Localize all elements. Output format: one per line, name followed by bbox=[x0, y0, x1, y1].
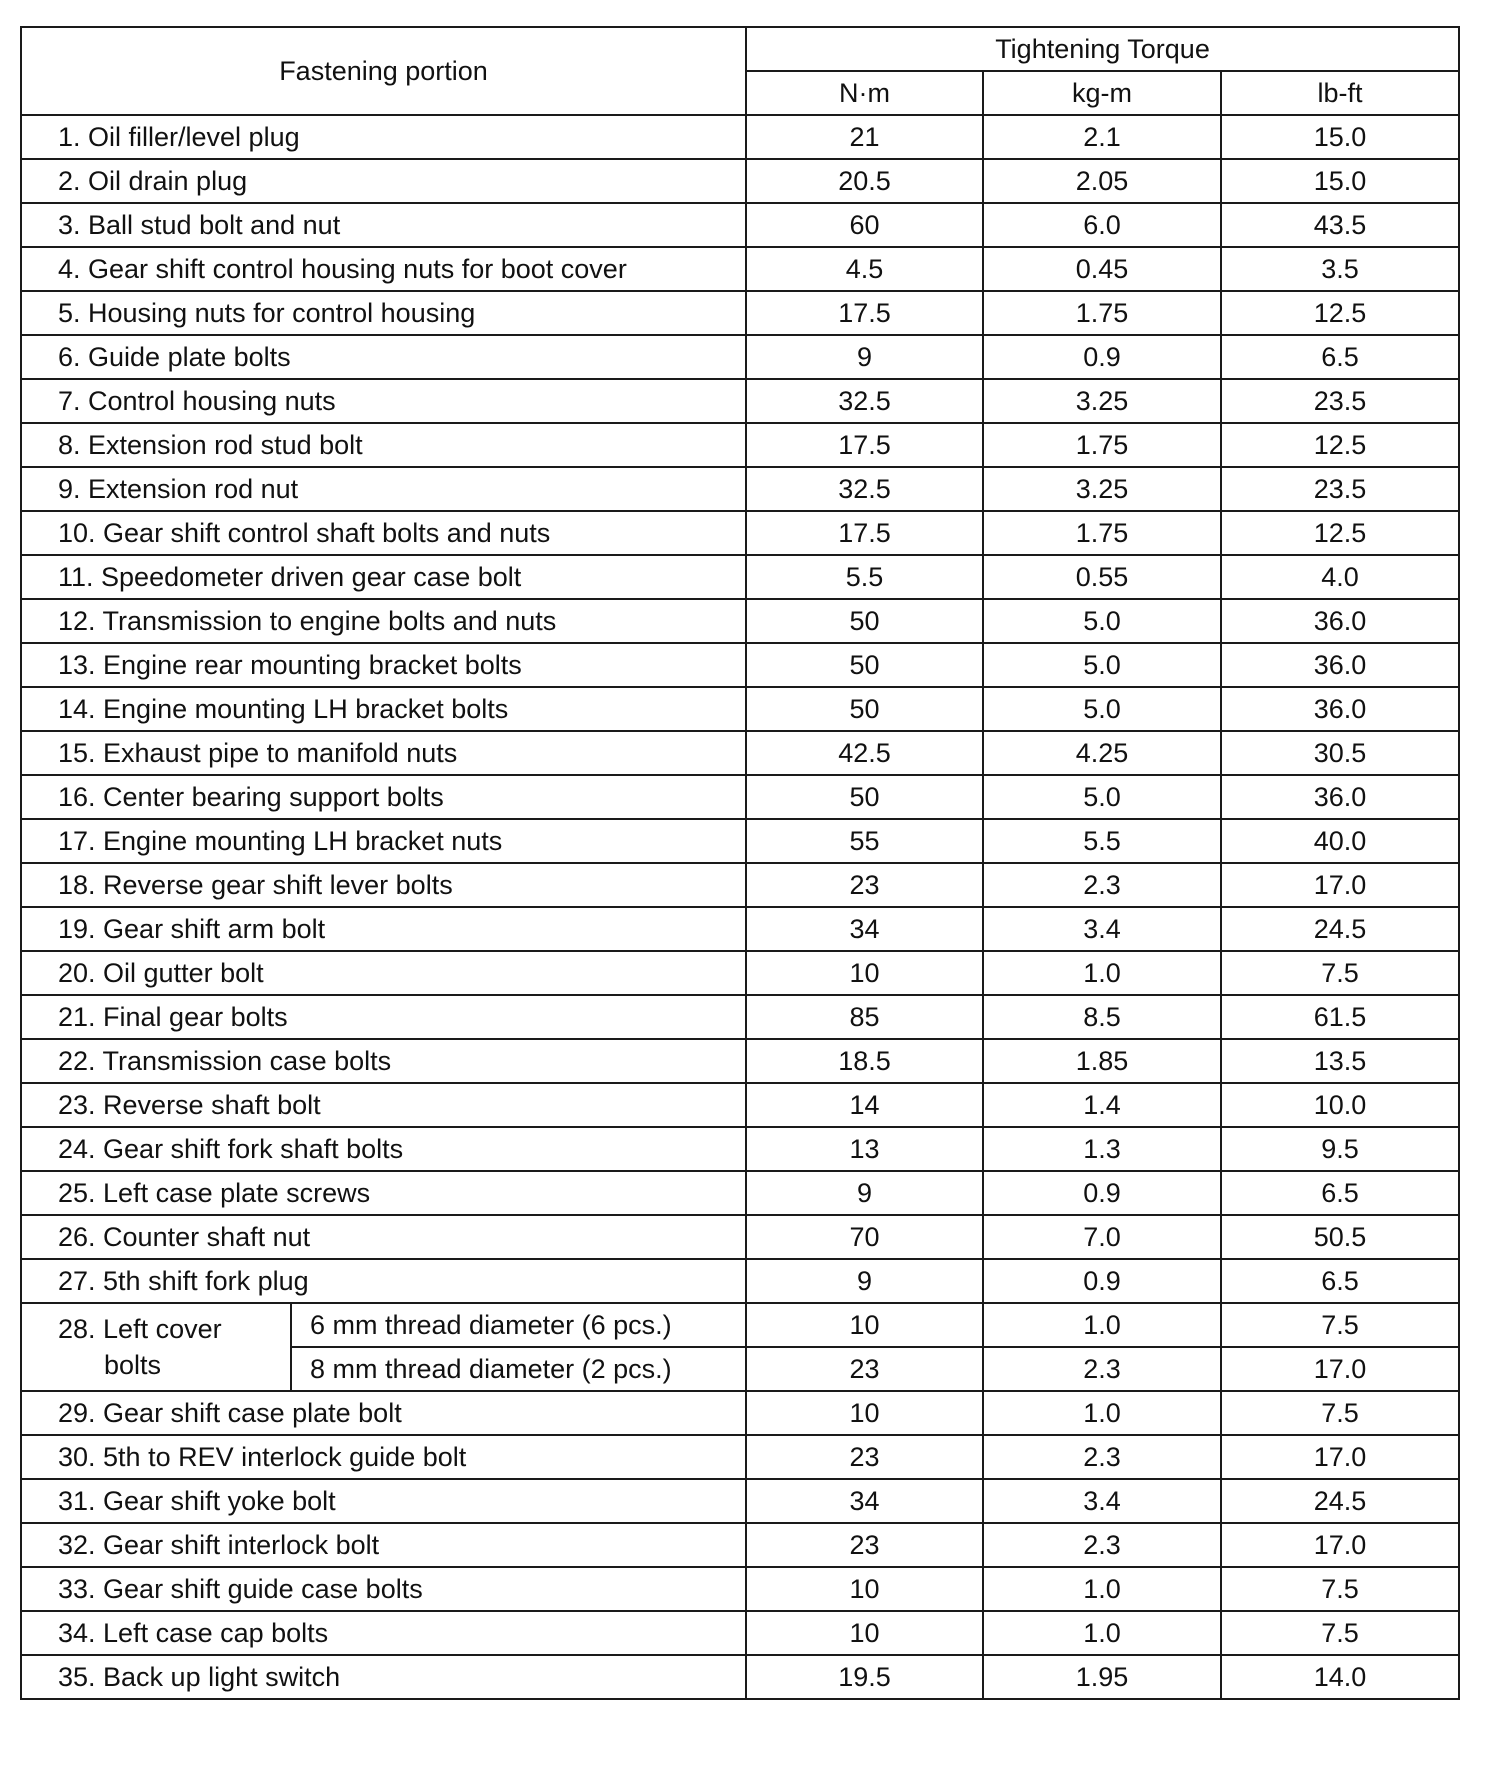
torque-nm-cell: 19.5 bbox=[746, 1655, 983, 1699]
table-row bbox=[21, 555, 1459, 599]
left-cover-bolts-group-cell bbox=[21, 1303, 291, 1391]
fastening-portion-cell: 19. Gear shift arm bolt bbox=[21, 907, 746, 951]
fastening-portion-cell: 6. Guide plate bolts bbox=[21, 335, 746, 379]
torque-lbft-cell: 4.0 bbox=[1221, 555, 1459, 599]
torque-kgm-cell: 1.0 bbox=[983, 1567, 1221, 1611]
torque-lbft-cell: 6.5 bbox=[1221, 1259, 1459, 1303]
torque-nm-cell: 9 bbox=[746, 1171, 983, 1215]
table-body bbox=[21, 115, 1459, 1699]
torque-lbft-cell: 36.0 bbox=[1221, 599, 1459, 643]
torque-nm-cell: 50 bbox=[746, 599, 983, 643]
torque-nm-cell: 18.5 bbox=[746, 1039, 983, 1083]
fastening-portion-cell: 26. Counter shaft nut bbox=[21, 1215, 746, 1259]
torque-kgm-cell: 3.25 bbox=[983, 379, 1221, 423]
torque-lbft-cell: 24.5 bbox=[1221, 1479, 1459, 1523]
torque-lbft-cell: 10.0 bbox=[1221, 1083, 1459, 1127]
torque-kgm-cell: 5.0 bbox=[983, 599, 1221, 643]
fastening-portion-cell: 13. Engine rear mounting bracket bolts bbox=[21, 643, 746, 687]
torque-nm-cell: 17.5 bbox=[746, 423, 983, 467]
torque-kgm-cell: 1.0 bbox=[983, 1611, 1221, 1655]
thread-diameter-cell: 6 mm thread diameter (6 pcs.) bbox=[291, 1303, 746, 1347]
table-row bbox=[21, 1171, 1459, 1215]
torque-nm-cell: 13 bbox=[746, 1127, 983, 1171]
torque-kgm-cell: 7.0 bbox=[983, 1215, 1221, 1259]
fastening-portion-header: Fastening portion bbox=[21, 27, 746, 115]
torque-nm-cell: 50 bbox=[746, 643, 983, 687]
table-row bbox=[21, 1127, 1459, 1171]
unit-kgm-header: kg-m bbox=[983, 71, 1221, 115]
torque-kgm-cell: 0.9 bbox=[983, 1259, 1221, 1303]
torque-lbft-cell: 24.5 bbox=[1221, 907, 1459, 951]
table-row bbox=[21, 1303, 1459, 1347]
torque-kgm-cell: 5.0 bbox=[983, 775, 1221, 819]
torque-kgm-cell: 1.4 bbox=[983, 1083, 1221, 1127]
torque-lbft-cell: 36.0 bbox=[1221, 643, 1459, 687]
torque-kgm-cell: 1.75 bbox=[983, 423, 1221, 467]
torque-kgm-cell: 6.0 bbox=[983, 203, 1221, 247]
table-row bbox=[21, 1083, 1459, 1127]
table-row bbox=[21, 1215, 1459, 1259]
torque-lbft-cell: 50.5 bbox=[1221, 1215, 1459, 1259]
fastening-portion-cell: 17. Engine mounting LH bracket nuts bbox=[21, 819, 746, 863]
torque-lbft-cell: 13.5 bbox=[1221, 1039, 1459, 1083]
torque-kgm-cell: 5.0 bbox=[983, 643, 1221, 687]
torque-nm-cell: 10 bbox=[746, 1567, 983, 1611]
torque-lbft-cell: 40.0 bbox=[1221, 819, 1459, 863]
tightening-torque-header: Tightening Torque bbox=[746, 27, 1459, 71]
torque-kgm-cell: 5.5 bbox=[983, 819, 1221, 863]
torque-nm-cell: 34 bbox=[746, 907, 983, 951]
torque-kgm-cell: 4.25 bbox=[983, 731, 1221, 775]
torque-kgm-cell: 0.55 bbox=[983, 555, 1221, 599]
table-row bbox=[21, 511, 1459, 555]
torque-nm-cell: 10 bbox=[746, 1391, 983, 1435]
table-row bbox=[21, 775, 1459, 819]
torque-kgm-cell: 3.4 bbox=[983, 1479, 1221, 1523]
torque-kgm-cell: 8.5 bbox=[983, 995, 1221, 1039]
table-row bbox=[21, 643, 1459, 687]
fastening-portion-cell: 1. Oil filler/level plug bbox=[21, 115, 746, 159]
torque-lbft-cell: 17.0 bbox=[1221, 863, 1459, 907]
torque-nm-cell: 9 bbox=[746, 335, 983, 379]
fastening-portion-cell: 10. Gear shift control shaft bolts and nuts bbox=[21, 511, 746, 555]
table-row bbox=[21, 819, 1459, 863]
torque-lbft-cell: 3.5 bbox=[1221, 247, 1459, 291]
unit-lbft-header: lb-ft bbox=[1221, 71, 1459, 115]
torque-lbft-cell: 6.5 bbox=[1221, 335, 1459, 379]
fastening-portion-cell: 27. 5th shift fork plug bbox=[21, 1259, 746, 1303]
fastening-portion-cell: 2. Oil drain plug bbox=[21, 159, 746, 203]
torque-kgm-cell: 2.3 bbox=[983, 1347, 1221, 1391]
header-row-top bbox=[21, 27, 1459, 71]
fastening-portion-cell: 11. Speedometer driven gear case bolt bbox=[21, 555, 746, 599]
torque-nm-cell: 32.5 bbox=[746, 379, 983, 423]
torque-nm-cell: 85 bbox=[746, 995, 983, 1039]
torque-lbft-cell: 36.0 bbox=[1221, 687, 1459, 731]
table-row bbox=[21, 1479, 1459, 1523]
torque-nm-cell: 50 bbox=[746, 687, 983, 731]
torque-lbft-cell: 9.5 bbox=[1221, 1127, 1459, 1171]
fastening-portion-cell: 35. Back up light switch bbox=[21, 1655, 746, 1699]
torque-kgm-cell: 0.9 bbox=[983, 335, 1221, 379]
fastening-portion-cell: 31. Gear shift yoke bolt bbox=[21, 1479, 746, 1523]
torque-kgm-cell: 5.0 bbox=[983, 687, 1221, 731]
table-row bbox=[21, 995, 1459, 1039]
table-row bbox=[21, 335, 1459, 379]
fastening-portion-cell: 15. Exhaust pipe to manifold nuts bbox=[21, 731, 746, 775]
fastening-portion-cell: 9. Extension rod nut bbox=[21, 467, 746, 511]
torque-nm-cell: 60 bbox=[746, 203, 983, 247]
fastening-portion-cell: 23. Reverse shaft bolt bbox=[21, 1083, 746, 1127]
fastening-portion-cell: 22. Transmission case bolts bbox=[21, 1039, 746, 1083]
thread-diameter-cell: 8 mm thread diameter (2 pcs.) bbox=[291, 1347, 746, 1391]
fastening-portion-cell: 29. Gear shift case plate bolt bbox=[21, 1391, 746, 1435]
torque-nm-cell: 5.5 bbox=[746, 555, 983, 599]
fastening-portion-cell: 4. Gear shift control housing nuts for boot cover bbox=[21, 247, 746, 291]
table-row bbox=[21, 159, 1459, 203]
torque-nm-cell: 4.5 bbox=[746, 247, 983, 291]
torque-kgm-cell: 1.3 bbox=[983, 1127, 1221, 1171]
table-row bbox=[21, 203, 1459, 247]
torque-nm-cell: 23 bbox=[746, 1347, 983, 1391]
torque-lbft-cell: 17.0 bbox=[1221, 1347, 1459, 1391]
torque-nm-cell: 50 bbox=[746, 775, 983, 819]
torque-lbft-cell: 23.5 bbox=[1221, 379, 1459, 423]
torque-lbft-cell: 7.5 bbox=[1221, 1611, 1459, 1655]
torque-nm-cell: 10 bbox=[746, 1611, 983, 1655]
fastening-portion-cell: 14. Engine mounting LH bracket bolts bbox=[21, 687, 746, 731]
fastening-portion-cell: 32. Gear shift interlock bolt bbox=[21, 1523, 746, 1567]
fastening-portion-cell: 5. Housing nuts for control housing bbox=[21, 291, 746, 335]
table-row bbox=[21, 1039, 1459, 1083]
torque-specification-table bbox=[20, 26, 1460, 1700]
left-cover-bolts-label-line1: 28. Left cover bbox=[58, 1314, 222, 1344]
torque-nm-cell: 14 bbox=[746, 1083, 983, 1127]
torque-kgm-cell: 3.4 bbox=[983, 907, 1221, 951]
torque-lbft-cell: 6.5 bbox=[1221, 1171, 1459, 1215]
table-row bbox=[21, 379, 1459, 423]
torque-nm-cell: 17.5 bbox=[746, 511, 983, 555]
table-row bbox=[21, 1655, 1459, 1699]
left-cover-bolts-label-line2: bolts bbox=[104, 1350, 162, 1380]
torque-lbft-cell: 17.0 bbox=[1221, 1435, 1459, 1479]
fastening-portion-cell: 3. Ball stud bolt and nut bbox=[21, 203, 746, 247]
torque-kgm-cell: 1.0 bbox=[983, 951, 1221, 995]
table-row bbox=[21, 687, 1459, 731]
table-row bbox=[21, 951, 1459, 995]
torque-lbft-cell: 17.0 bbox=[1221, 1523, 1459, 1567]
torque-nm-cell: 23 bbox=[746, 1523, 983, 1567]
fastening-portion-cell: 8. Extension rod stud bolt bbox=[21, 423, 746, 467]
torque-nm-cell: 32.5 bbox=[746, 467, 983, 511]
fastening-portion-cell: 21. Final gear bolts bbox=[21, 995, 746, 1039]
torque-lbft-cell: 7.5 bbox=[1221, 1391, 1459, 1435]
torque-kgm-cell: 2.05 bbox=[983, 159, 1221, 203]
torque-kgm-cell: 2.3 bbox=[983, 863, 1221, 907]
fastening-portion-cell: 25. Left case plate screws bbox=[21, 1171, 746, 1215]
torque-kgm-cell: 1.75 bbox=[983, 291, 1221, 335]
table-row bbox=[21, 731, 1459, 775]
table-row bbox=[21, 1523, 1459, 1567]
table-row bbox=[21, 291, 1459, 335]
torque-lbft-cell: 61.5 bbox=[1221, 995, 1459, 1039]
torque-nm-cell: 34 bbox=[746, 1479, 983, 1523]
torque-kgm-cell: 0.9 bbox=[983, 1171, 1221, 1215]
table-row bbox=[21, 467, 1459, 511]
table-header bbox=[21, 27, 1459, 115]
torque-kgm-cell: 2.1 bbox=[983, 115, 1221, 159]
torque-nm-cell: 20.5 bbox=[746, 159, 983, 203]
torque-nm-cell: 17.5 bbox=[746, 291, 983, 335]
torque-nm-cell: 9 bbox=[746, 1259, 983, 1303]
table-row bbox=[21, 907, 1459, 951]
table-row bbox=[21, 247, 1459, 291]
torque-lbft-cell: 43.5 bbox=[1221, 203, 1459, 247]
torque-lbft-cell: 7.5 bbox=[1221, 1567, 1459, 1611]
torque-kgm-cell: 1.85 bbox=[983, 1039, 1221, 1083]
fastening-portion-cell: 34. Left case cap bolts bbox=[21, 1611, 746, 1655]
fastening-portion-cell: 24. Gear shift fork shaft bolts bbox=[21, 1127, 746, 1171]
torque-lbft-cell: 12.5 bbox=[1221, 291, 1459, 335]
torque-kgm-cell: 2.3 bbox=[983, 1523, 1221, 1567]
fastening-portion-cell: 16. Center bearing support bolts bbox=[21, 775, 746, 819]
fastening-portion-cell: 20. Oil gutter bolt bbox=[21, 951, 746, 995]
table-row bbox=[21, 115, 1459, 159]
torque-kgm-cell: 0.45 bbox=[983, 247, 1221, 291]
table-row bbox=[21, 1391, 1459, 1435]
torque-nm-cell: 23 bbox=[746, 1435, 983, 1479]
torque-lbft-cell: 15.0 bbox=[1221, 115, 1459, 159]
torque-nm-cell: 21 bbox=[746, 115, 983, 159]
table-row bbox=[21, 1435, 1459, 1479]
torque-nm-cell: 55 bbox=[746, 819, 983, 863]
torque-kgm-cell: 1.95 bbox=[983, 1655, 1221, 1699]
torque-lbft-cell: 36.0 bbox=[1221, 775, 1459, 819]
torque-lbft-cell: 12.5 bbox=[1221, 511, 1459, 555]
torque-lbft-cell: 12.5 bbox=[1221, 423, 1459, 467]
torque-kgm-cell: 3.25 bbox=[983, 467, 1221, 511]
fastening-portion-cell: 12. Transmission to engine bolts and nuts bbox=[21, 599, 746, 643]
fastening-portion-cell: 30. 5th to REV interlock guide bolt bbox=[21, 1435, 746, 1479]
torque-kgm-cell: 1.0 bbox=[983, 1391, 1221, 1435]
table-row bbox=[21, 1567, 1459, 1611]
fastening-portion-cell: 33. Gear shift guide case bolts bbox=[21, 1567, 746, 1611]
torque-lbft-cell: 23.5 bbox=[1221, 467, 1459, 511]
torque-lbft-cell: 14.0 bbox=[1221, 1655, 1459, 1699]
fastening-portion-cell: 7. Control housing nuts bbox=[21, 379, 746, 423]
torque-lbft-cell: 30.5 bbox=[1221, 731, 1459, 775]
table-row bbox=[21, 599, 1459, 643]
torque-nm-cell: 70 bbox=[746, 1215, 983, 1259]
fastening-portion-cell: 18. Reverse gear shift lever bolts bbox=[21, 863, 746, 907]
torque-lbft-cell: 7.5 bbox=[1221, 951, 1459, 995]
table-row bbox=[21, 423, 1459, 467]
table-row bbox=[21, 1611, 1459, 1655]
torque-nm-cell: 10 bbox=[746, 951, 983, 995]
torque-kgm-cell: 2.3 bbox=[983, 1435, 1221, 1479]
torque-kgm-cell: 1.0 bbox=[983, 1303, 1221, 1347]
torque-nm-cell: 23 bbox=[746, 863, 983, 907]
torque-nm-cell: 42.5 bbox=[746, 731, 983, 775]
torque-lbft-cell: 7.5 bbox=[1221, 1303, 1459, 1347]
unit-nm-header: N·m bbox=[746, 71, 983, 115]
torque-lbft-cell: 15.0 bbox=[1221, 159, 1459, 203]
table-row bbox=[21, 1259, 1459, 1303]
torque-kgm-cell: 1.75 bbox=[983, 511, 1221, 555]
table-row bbox=[21, 863, 1459, 907]
torque-nm-cell: 10 bbox=[746, 1303, 983, 1347]
